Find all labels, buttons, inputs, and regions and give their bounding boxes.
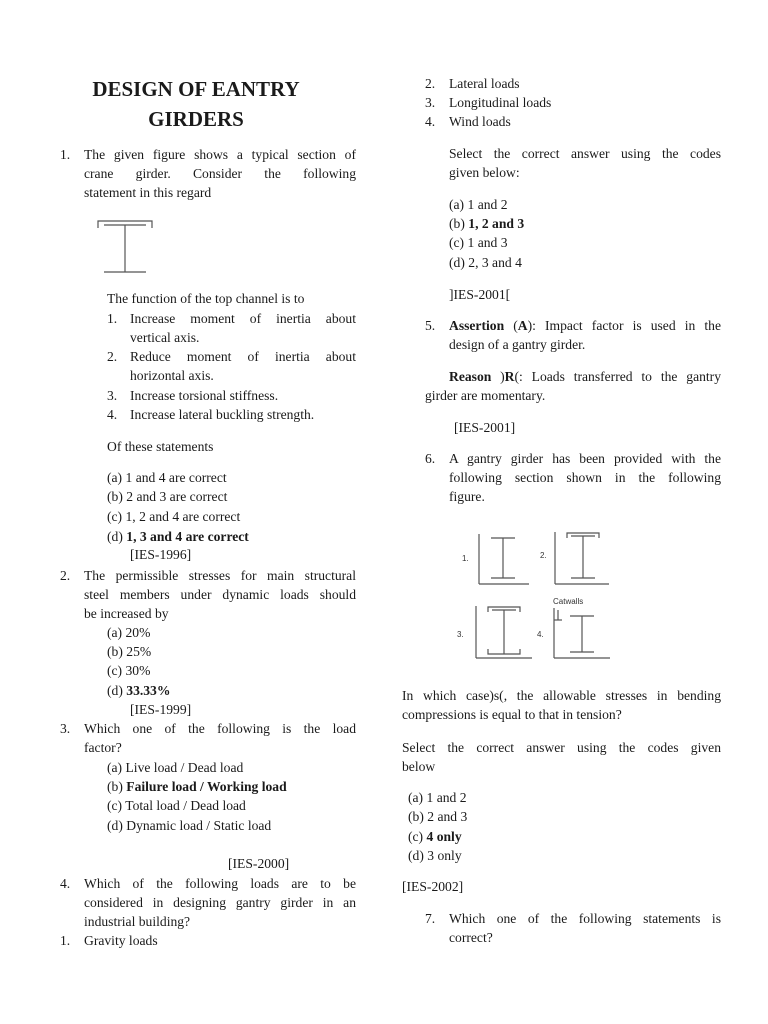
q1-option-d (107, 527, 249, 546)
option-text: 2, 3 and 4 (468, 255, 522, 270)
option-text: 3 only (427, 848, 462, 863)
reason-label: Reason (449, 369, 492, 384)
fig-label-catwalls: Catwalls (553, 597, 584, 606)
q5-source: [IES-2001] (454, 420, 516, 435)
q1-line-1: The given figure shows a typical section of (84, 147, 356, 162)
q1-line-2: crane girder. Consider the following (84, 166, 356, 181)
assertion-text: : Impact factor is used in the (532, 318, 721, 333)
q4-item-1-num: 1. (60, 933, 71, 948)
q2-option-a (107, 623, 150, 642)
option-label: (a) (107, 470, 123, 485)
option-text: Live load / Dead load (125, 760, 244, 775)
q7-line-1: Which one of the following statements is (449, 911, 721, 926)
q1-item-4-text: Increase lateral buckling strength. (130, 407, 315, 422)
q4-item-3-num: 3. (425, 95, 436, 110)
q6-option-b (408, 807, 467, 826)
q6-select-line-2: below (402, 759, 436, 774)
q5-assertion (449, 316, 721, 335)
q4-option-a (449, 195, 508, 214)
option-text-correct: 33.33% (126, 683, 171, 698)
q4-line-1: Which of the following loads are to be (84, 876, 356, 891)
q1-source: [IES-1996] (130, 547, 192, 562)
q5-assertion-line-2: design of a gantry girder. (449, 337, 586, 352)
q4-option-d (449, 253, 522, 272)
q4-item-3-text: Longitudinal loads (449, 95, 552, 110)
option-text: 1 and 2 (467, 197, 508, 212)
option-label: (b) (107, 779, 123, 794)
q4-line-2: considered in designing gantry girder in an (84, 895, 356, 910)
option-label: (b) (107, 489, 123, 504)
q3-option-b (107, 777, 287, 796)
q1-item-3-num: 3. (107, 388, 118, 403)
paren: ( (504, 318, 518, 333)
fig-label-4: 4. (537, 630, 544, 639)
q2-source: [IES-1999] (130, 702, 192, 717)
fig-label-2: 2. (540, 551, 547, 560)
q5-number: 5. (425, 318, 436, 333)
q4-item-4-text: Wind loads (449, 114, 511, 129)
option-label: (d) (107, 683, 123, 698)
reason-text: (: Loads transferred to the gantry (514, 369, 721, 384)
q1-option-c (107, 507, 240, 526)
q1-item-3-text: Increase torsional stiffness. (130, 388, 279, 403)
q6-source: [IES-2002] (402, 879, 464, 894)
title-line-1: DESIGN OF EANTRY (92, 77, 300, 101)
option-label: (a) (107, 625, 123, 640)
assertion-label: Assertion (449, 318, 505, 333)
assertion-letter: A (517, 318, 528, 333)
option-text: Dynamic load / Static load (126, 818, 272, 833)
option-text: 1 and 3 (467, 235, 508, 250)
q5-reason (449, 367, 721, 386)
paren: ) (491, 369, 505, 384)
q1-of-these: Of these statements (107, 439, 214, 454)
q4-line-3: industrial building? (84, 914, 191, 929)
q2-line-1: The permissible stresses for main structural (84, 568, 356, 583)
option-text-correct: Failure load / Working load (126, 779, 287, 794)
option-label: (d) (449, 255, 465, 270)
q3-option-d (107, 816, 271, 835)
q1-item-1-cont: vertical axis. (130, 330, 200, 345)
q3-line-2: factor? (84, 740, 122, 755)
q4-item-1-text: Gravity loads (84, 933, 158, 948)
q6-question-line-2: compressions is equal to that in tension? (402, 707, 622, 722)
option-text-correct: 1, 3 and 4 are correct (126, 529, 249, 544)
q4-option-b (449, 214, 524, 233)
q1-option-b (107, 487, 227, 506)
q6-option-c (408, 827, 462, 846)
q4-select-line-2: given below: (449, 165, 520, 180)
page-title (60, 74, 332, 134)
q3-option-a (107, 758, 243, 777)
q5-reason-line-2: girder are momentary. (425, 388, 546, 403)
option-text: 1 and 4 are correct (125, 470, 227, 485)
q2-option-c (107, 661, 150, 680)
q4-item-2-num: 2. (425, 76, 436, 91)
q7-line-2: correct? (449, 930, 493, 945)
q4-number: 4. (60, 876, 71, 891)
q1-line-3: statement in this regard (84, 185, 212, 200)
q6-line-3: figure. (449, 489, 485, 504)
q6-line-1: A gantry girder has been provided with the (449, 451, 721, 466)
q6-line-2: following section shown in the following (449, 470, 721, 485)
q1-item-2-text: Reduce moment of inertia about (130, 349, 356, 364)
option-label: (b) (107, 644, 123, 659)
option-text: 2 and 3 are correct (126, 489, 228, 504)
q6-option-d (408, 846, 462, 865)
q6-select-line-1: Select the correct answer using the codes given (402, 740, 721, 755)
q2-number: 2. (60, 568, 71, 583)
option-label: (b) (449, 216, 465, 231)
option-text: 1, 2 and 4 are correct (125, 509, 241, 524)
option-label: (b) (408, 809, 424, 824)
option-label: (d) (107, 529, 123, 544)
q1-item-2-num: 2. (107, 349, 118, 364)
q1-item-1-num: 1. (107, 311, 118, 326)
q6-section-1 (477, 532, 533, 588)
q2-option-d (107, 681, 170, 700)
q2-line-3: be increased by (84, 606, 169, 621)
q1-intro: The function of the top channel is to (107, 291, 305, 306)
option-label: (c) (408, 829, 424, 844)
option-label: (d) (408, 848, 424, 863)
q6-question-line-1: In which case)s(, the allowable stresses in bending (402, 688, 721, 703)
option-label: (c) (449, 235, 465, 250)
q1-item-4-num: 4. (107, 407, 118, 422)
q1-girder-figure (90, 216, 190, 278)
option-text: 20% (125, 625, 151, 640)
option-label: (c) (107, 663, 123, 678)
option-label: (a) (449, 197, 465, 212)
q4-item-4-num: 4. (425, 114, 436, 129)
q7-number: 7. (425, 911, 436, 926)
q4-source: ]IES-2001[ (449, 287, 511, 302)
option-label: (a) (107, 760, 123, 775)
option-text-correct: 1, 2 and 3 (468, 216, 525, 231)
option-label: (a) (408, 790, 424, 805)
paren: ) (527, 318, 533, 333)
q1-item-1-text: Increase moment of inertia about (130, 311, 356, 326)
q2-option-b (107, 642, 151, 661)
q6-number: 6. (425, 451, 436, 466)
q6-section-4 (548, 606, 614, 662)
q1-number: 1. (60, 147, 71, 162)
fig-label-1: 1. (462, 554, 469, 563)
option-label: (c) (107, 509, 123, 524)
q2-line-2: steel members under dynamic loads should (84, 587, 356, 602)
q4-option-c (449, 233, 508, 252)
option-label: (d) (107, 818, 123, 833)
option-text: 30% (125, 663, 151, 678)
q3-number: 3. (60, 721, 71, 736)
q4-select-line-1: Select the correct answer using the codes (449, 146, 721, 161)
option-text: Total load / Dead load (125, 798, 246, 813)
q1-item-2-cont: horizontal axis. (130, 368, 214, 383)
option-text-correct: 4 only (426, 829, 462, 844)
fig-label-3: 3. (457, 630, 464, 639)
q6-section-2 (553, 530, 613, 588)
option-text: 25% (126, 644, 152, 659)
q6-option-a (408, 788, 467, 807)
q3-source: [IES-2000] (228, 856, 290, 871)
q1-option-a (107, 468, 227, 487)
q3-option-c (107, 796, 246, 815)
q3-line-1: Which one of the following is the load (84, 721, 356, 736)
option-text: 2 and 3 (427, 809, 468, 824)
reason-letter: R (504, 369, 515, 384)
option-label: (c) (107, 798, 123, 813)
title-line-2: GIRDERS (148, 107, 244, 131)
q6-section-3 (474, 604, 536, 662)
q4-item-2-text: Lateral loads (449, 76, 520, 91)
option-text: 1 and 2 (426, 790, 467, 805)
